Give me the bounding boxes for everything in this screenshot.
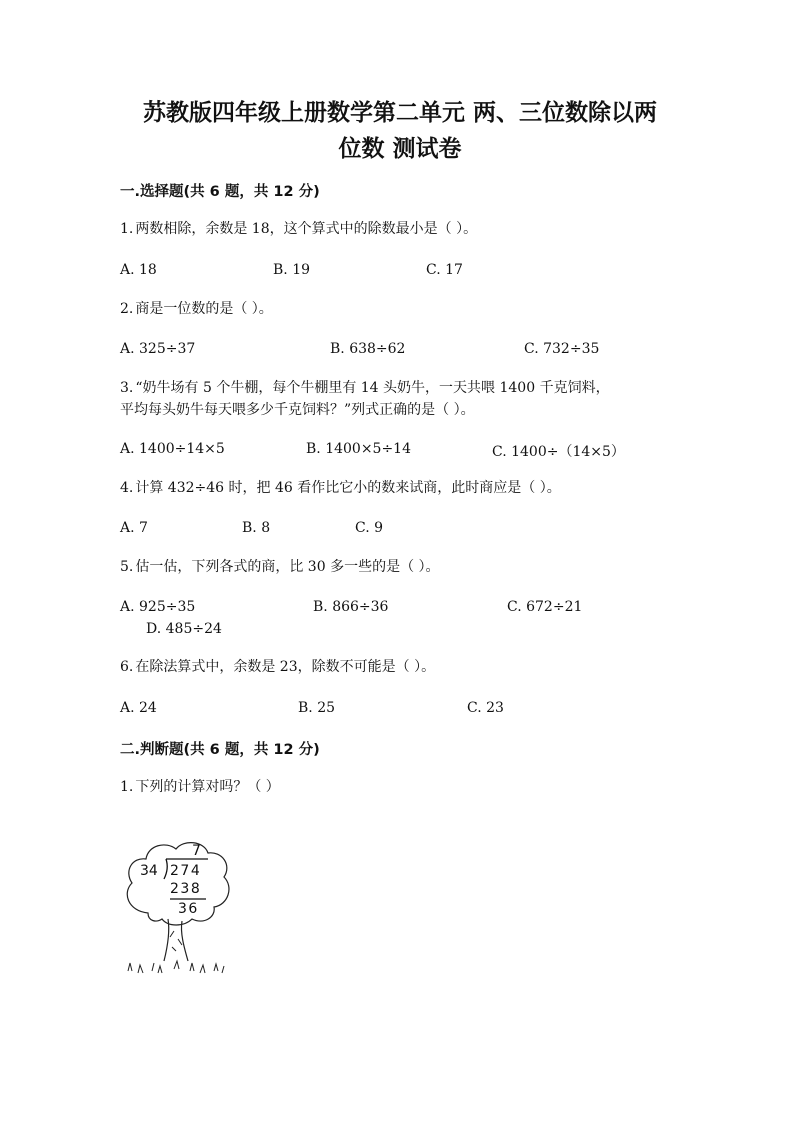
option-c: C. 23 xyxy=(467,700,504,716)
option-a: A. 24 xyxy=(120,700,157,716)
option-a: A. 325÷37 xyxy=(120,341,196,357)
question-number: 6. xyxy=(120,659,134,675)
question-6 xyxy=(120,656,435,678)
question-number: 3. xyxy=(120,380,134,396)
question-number: 1. xyxy=(120,221,134,237)
product-text: 238 xyxy=(170,881,202,897)
question-number: 1. xyxy=(120,779,134,795)
question-text: 估一估，下列各式的商，比 30 多一些的是（ ）。 xyxy=(135,559,440,575)
remainder-text: 36 xyxy=(178,901,199,917)
question-text: 在除法算式中，余数是 23，除数不可能是（ ）。 xyxy=(135,659,436,675)
judgement-question-1 xyxy=(120,776,280,798)
page-title xyxy=(100,95,700,167)
page-title-line-1: 苏教版四年级上册数学第二单元 两、三位数除以两 xyxy=(142,100,657,126)
option-c: C. 9 xyxy=(355,520,384,536)
section-heading-judgement: 二.判断题(共 6 题，共 12 分) xyxy=(120,742,320,758)
question-text: 下列的计算对吗？（ ） xyxy=(135,779,280,795)
option-d: D. 485÷24 xyxy=(146,621,222,637)
dividend-text: 274 xyxy=(170,863,202,879)
option-c: C. 672÷21 xyxy=(507,599,583,615)
division-tree-figure xyxy=(118,835,238,985)
option-b: B. 1400×5÷14 xyxy=(306,441,411,457)
question-number: 5. xyxy=(120,559,134,575)
option-a: A. 7 xyxy=(120,520,148,536)
option-a: A. 925÷35 xyxy=(120,599,196,615)
option-a: A. 18 xyxy=(120,262,157,278)
option-b: B. 8 xyxy=(242,520,271,536)
option-a: A. 1400÷14×5 xyxy=(120,441,225,457)
question-text: 商是一位数的是（ ）。 xyxy=(135,301,273,317)
tree-bark-marks xyxy=(170,931,182,951)
question-2 xyxy=(120,298,273,320)
question-text-line-1: “奶牛场有 5 个牛棚，每个牛棚里有 14 头奶牛，一天共喂 1400 千克饲料， xyxy=(135,380,610,396)
question-1 xyxy=(120,218,477,240)
option-b: B. 19 xyxy=(273,262,311,278)
question-text: 计算 432÷46 时，把 46 看作比它小的数来试商，此时商应是（ ）。 xyxy=(135,480,561,496)
option-b: B. 638÷62 xyxy=(330,341,406,357)
grass-strokes xyxy=(128,961,224,973)
option-b: B. 866÷36 xyxy=(313,599,389,615)
option-b: B. 25 xyxy=(298,700,336,716)
divisor-text: 34 xyxy=(140,863,158,879)
question-number: 2. xyxy=(120,301,134,317)
question-text-line-2: 平均每头奶牛每天喂多少千克饲料？”列式正确的是（ ）。 xyxy=(120,402,475,418)
section-heading-choice: 一.选择题(共 6 题，共 12 分) xyxy=(120,184,320,200)
option-c: C. 732÷35 xyxy=(524,341,600,357)
question-number: 4. xyxy=(120,480,134,496)
quotient-text: 7 xyxy=(192,843,201,859)
question-5 xyxy=(120,556,440,578)
page-title-line-2: 位数 测试卷 xyxy=(338,136,462,162)
question-3 xyxy=(120,377,610,421)
question-text: 两数相除，余数是 18，这个算式中的除数最小是（ ）。 xyxy=(135,221,478,237)
question-4 xyxy=(120,477,561,499)
option-c: C. 1400÷（14×5） xyxy=(492,444,625,460)
option-c: C. 17 xyxy=(426,262,463,278)
division-bracket xyxy=(164,859,167,879)
division-tree-illustration xyxy=(118,835,238,985)
